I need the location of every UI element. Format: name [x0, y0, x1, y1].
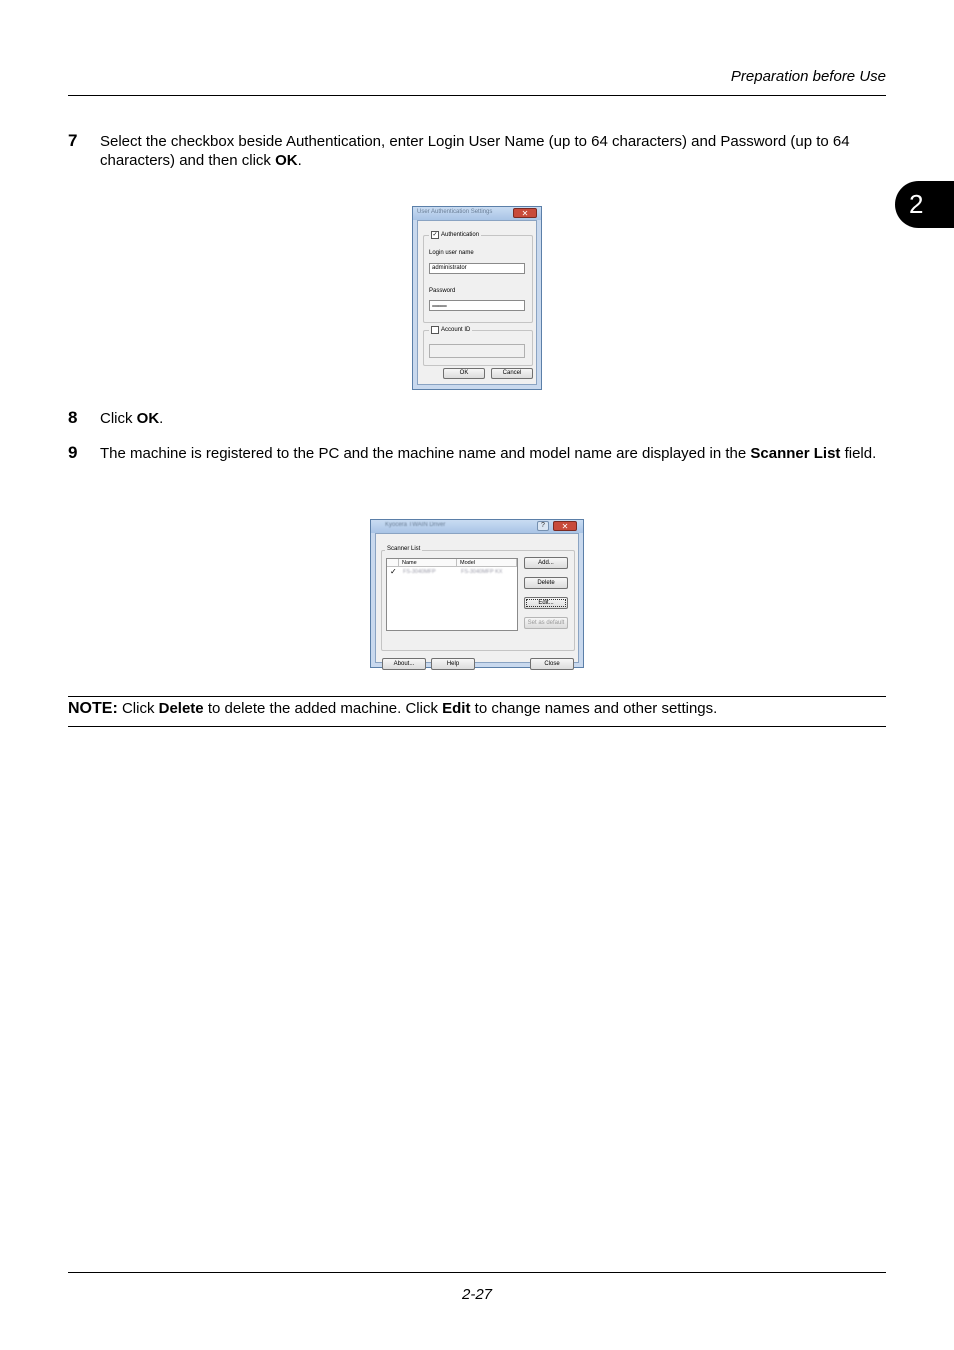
page-header-title: Preparation before Use: [730, 68, 886, 85]
step-7-text: Select the checkbox beside Authentication, enter Login User Name (up to 64 characters) and Password (up to 64 characters) and then click OK.: [100, 133, 850, 169]
header-rule: [68, 95, 886, 96]
close-icon[interactable]: ✕: [513, 208, 537, 218]
add-button[interactable]: Add...: [524, 557, 568, 569]
scanner-list-dialog: [370, 519, 584, 668]
step-number-9: 9: [68, 443, 78, 462]
account-id-legend: [429, 326, 472, 334]
authentication-legend: [429, 231, 481, 239]
close-icon[interactable]: ✕: [553, 521, 577, 531]
dialog-body: [375, 533, 579, 667]
column-header-name[interactable]: Name: [399, 559, 457, 567]
dialog-title-bar: [413, 207, 541, 220]
note-label: NOTE:: [68, 700, 118, 717]
page-number: 2-27: [461, 1286, 493, 1303]
edit-button[interactable]: Edit...: [524, 597, 568, 609]
step-number-8: 8: [68, 408, 78, 427]
password-input[interactable]: ••••••••••••••••: [429, 300, 525, 311]
scanner-list-group: [381, 546, 575, 651]
ok-button[interactable]: OK: [443, 368, 485, 379]
table-row[interactable]: [387, 568, 517, 577]
login-user-name-input[interactable]: administrator: [429, 263, 525, 274]
user-authentication-dialog: [412, 206, 542, 390]
login-user-name-label: Login user name: [429, 250, 474, 256]
cancel-button[interactable]: Cancel: [491, 368, 533, 379]
scanner-list-label: Scanner List: [387, 546, 421, 552]
note-top-rule: [68, 696, 886, 697]
step-8-text: Click OK.: [100, 410, 164, 427]
note-bottom-rule: [68, 726, 886, 727]
step-9-text: The machine is registered to the PC and the machine name and model name are displayed in the Scanner List field.: [100, 445, 877, 462]
account-id-input[interactable]: [429, 344, 525, 358]
authentication-checkbox[interactable]: ✓: [432, 232, 438, 238]
password-label: Password: [429, 288, 456, 294]
scanner-list-view[interactable]: [386, 558, 518, 631]
authentication-group: [423, 232, 533, 323]
account-id-label: Account ID: [441, 327, 471, 333]
scanner-model-cell: FS-3040MFP KX: [461, 569, 503, 575]
help-button[interactable]: Help: [431, 658, 475, 670]
account-id-checkbox[interactable]: [431, 326, 439, 334]
footer-rule: [68, 1272, 886, 1273]
note: NOTE: Click Delete to delete the added machine. Click Edit to change names and other settings.: [68, 700, 718, 717]
set-as-default-button[interactable]: Set as default: [524, 617, 568, 629]
about-button[interactable]: About...: [382, 658, 426, 670]
dialog-title: Kyocera TWAIN Driver: [385, 522, 446, 528]
column-header-check[interactable]: [387, 559, 399, 567]
account-id-group: [423, 327, 533, 366]
help-icon[interactable]: ?: [537, 521, 549, 531]
scanner-name-cell: FS-3040MFP: [403, 569, 436, 575]
dialog-title-bar: [371, 520, 583, 533]
chapter-tab: 2: [895, 181, 954, 228]
scanner-list-legend: [385, 546, 422, 552]
checkmark-icon: ✓: [390, 567, 397, 576]
close-button[interactable]: Close: [530, 658, 574, 670]
delete-button[interactable]: Delete: [524, 577, 568, 589]
column-header-model[interactable]: Model: [457, 559, 517, 567]
dialog-title: User Authentication Settings: [417, 209, 493, 215]
authentication-label: Authentication: [441, 232, 480, 238]
step-number-7: 7: [68, 131, 78, 150]
dialog-body: [417, 220, 537, 385]
